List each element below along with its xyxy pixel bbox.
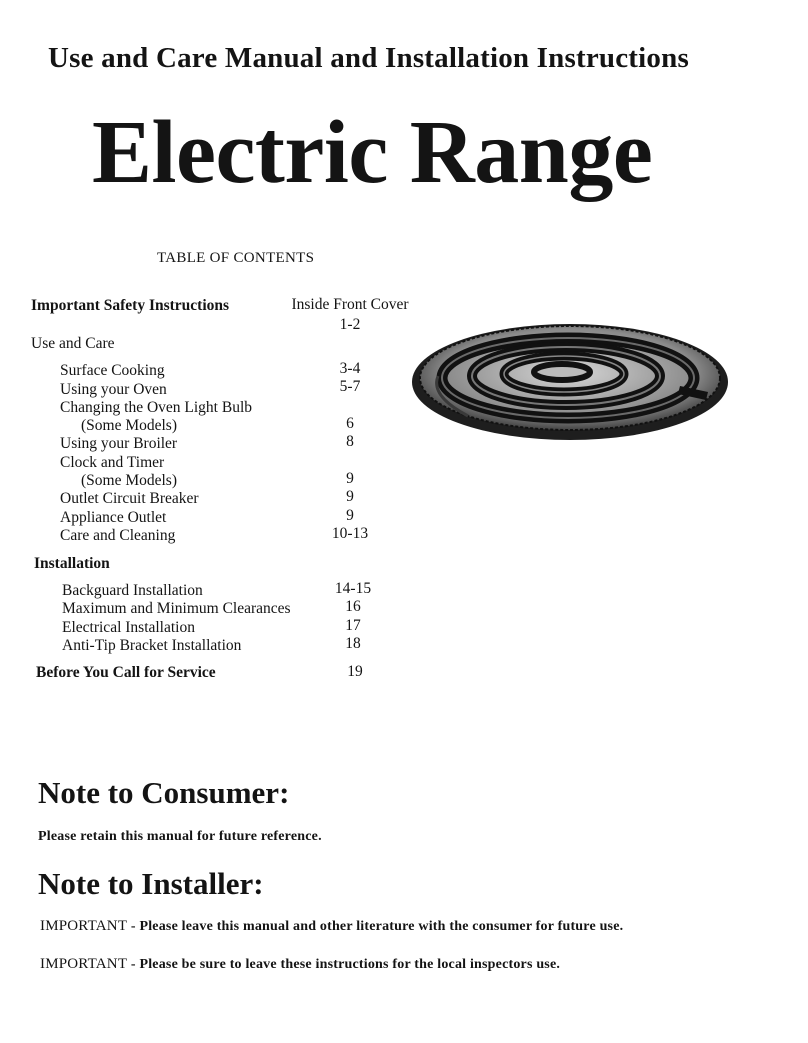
toc-entry-page: 16 — [345, 598, 361, 615]
toc-entry-label: Electrical Installation — [62, 619, 195, 636]
electric-coil-burner-icon — [408, 316, 732, 449]
toc-section-label: Use and Care — [31, 335, 115, 352]
consumer-note-heading: Note to Consumer: — [38, 775, 290, 810]
toc-entry-label: (Some Models) — [81, 472, 178, 489]
toc-entry-label: Outlet Circuit Breaker — [60, 490, 199, 507]
toc-entry-label: Changing the Oven Light Bulb — [60, 399, 253, 416]
toc-entry-label: Appliance Outlet — [60, 509, 167, 526]
toc-entry-label: Surface Cooking — [60, 362, 165, 379]
installer-note-line-2 — [40, 956, 560, 973]
toc-entry-label: Backguard Installation — [62, 582, 203, 599]
toc-entry-page: 8 — [346, 433, 354, 450]
toc-entry-label: Before You Call for Service — [36, 664, 216, 681]
installer-note-line-1 — [40, 918, 623, 935]
toc-entry-page: 6 — [346, 415, 354, 432]
toc-entry-page: 5-7 — [339, 378, 361, 395]
important-label: IMPORTANT — [40, 918, 128, 934]
installer-note-text: - Please leave this manual and other literature with the consumer for future use. — [127, 919, 624, 934]
toc-entry-page: 9 — [346, 488, 354, 505]
toc-entry-label: Anti-Tip Bracket Installation — [62, 637, 242, 654]
installer-note-heading: Note to Installer: — [38, 866, 264, 901]
toc-entry-label: Important Safety Instructions — [31, 297, 230, 314]
manual-title: Electric Range — [92, 103, 653, 202]
toc-entry-label: (Some Models) — [81, 417, 178, 434]
toc-entry-page: 9 — [346, 470, 354, 487]
toc-entry-page: 10-13 — [331, 525, 369, 542]
toc-entry-page: 14-15 — [334, 580, 372, 597]
toc-entry-page: 17 — [345, 617, 361, 634]
toc-entry-page: 9 — [346, 507, 354, 524]
toc-entry-page: Inside Front Cover — [291, 296, 409, 313]
toc-heading: TABLE OF CONTENTS — [157, 250, 315, 266]
toc-entry-label: Using your Oven — [60, 381, 167, 398]
toc-entry-page: 3-4 — [339, 360, 361, 377]
toc-entry-label: Maximum and Minimum Clearances — [62, 600, 291, 617]
toc-entry-label: Clock and Timer — [60, 454, 165, 471]
toc-entry-page: 1-2 — [339, 316, 361, 333]
toc-entry-label: Using your Broiler — [60, 435, 178, 452]
toc-section-label: Installation — [34, 555, 110, 572]
toc-entry-page: 18 — [345, 635, 361, 652]
important-label: IMPORTANT — [40, 956, 128, 972]
toc-entry-label: Care and Cleaning — [60, 527, 176, 544]
toc-entry-page: 19 — [347, 663, 363, 680]
installer-note-text: - Please be sure to leave these instructions for the local inspectors use. — [127, 957, 561, 972]
manual-subtitle: Use and Care Manual and Installation Instructions — [48, 42, 689, 74]
consumer-note-text: Please retain this manual for future reference. — [38, 829, 322, 844]
